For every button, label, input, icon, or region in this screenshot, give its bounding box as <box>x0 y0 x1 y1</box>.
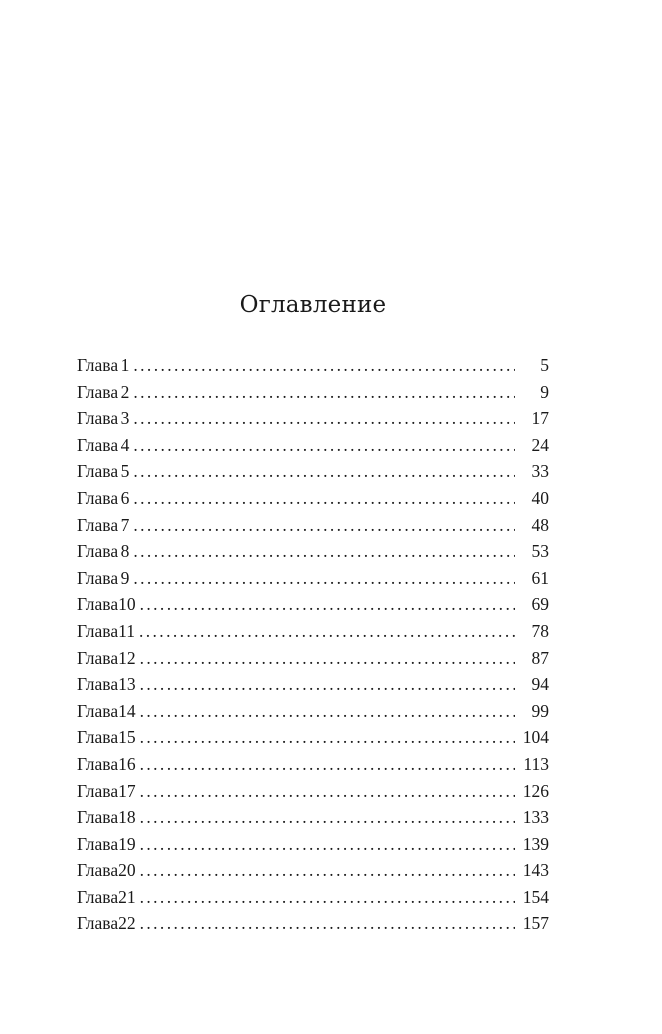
dot-leader <box>133 432 515 459</box>
page-number: 139 <box>522 833 549 854</box>
toc-entry-chapter-19[interactable] <box>77 831 549 858</box>
page-number: 48 <box>531 514 549 535</box>
chapter-number: 2 <box>120 381 130 402</box>
chapter-number: 20 <box>118 860 136 881</box>
dot-leader <box>140 857 515 884</box>
toc-entry-chapter-10[interactable] <box>77 591 549 618</box>
chapter-number: 21 <box>118 886 136 907</box>
page-number: 157 <box>522 913 549 934</box>
chapter-label: Глава <box>77 487 119 508</box>
toc-entry-chapter-7[interactable] <box>77 512 549 539</box>
dot-leader <box>140 671 515 698</box>
chapter-label: Глава <box>77 860 119 881</box>
toc-entry-chapter-2[interactable] <box>77 379 549 406</box>
page-number: 40 <box>531 487 549 508</box>
chapter-number: 17 <box>118 780 136 801</box>
chapter-label: Глава <box>77 647 119 668</box>
chapter-number: 22 <box>118 913 136 934</box>
toc-entry-chapter-5[interactable] <box>77 458 549 485</box>
dot-leader <box>140 778 515 805</box>
toc-entry-chapter-9[interactable] <box>77 565 549 592</box>
page-number: 94 <box>531 674 549 695</box>
dot-leader <box>139 618 515 645</box>
toc-entry-chapter-8[interactable] <box>77 538 549 565</box>
chapter-label: Глава <box>77 833 119 854</box>
dot-leader <box>140 804 515 831</box>
dot-leader <box>133 405 515 432</box>
toc-entry-chapter-4[interactable] <box>77 432 549 459</box>
chapter-label: Глава <box>77 408 119 429</box>
toc-entry-chapter-3[interactable] <box>77 405 549 432</box>
page-number: 17 <box>531 408 549 429</box>
page-number: 133 <box>522 807 549 828</box>
chapter-label: Глава <box>77 886 119 907</box>
chapter-number: 7 <box>120 514 130 535</box>
toc-entry-chapter-18[interactable] <box>77 804 549 831</box>
chapter-number: 12 <box>118 647 136 668</box>
dot-leader <box>133 538 515 565</box>
chapter-label: Глава <box>77 381 119 402</box>
page-number: 99 <box>531 700 549 721</box>
page-number: 126 <box>522 780 549 801</box>
chapter-number: 3 <box>120 408 130 429</box>
chapter-number: 9 <box>120 567 130 588</box>
chapter-number: 4 <box>120 434 130 455</box>
dot-leader <box>140 884 515 911</box>
dot-leader <box>140 724 515 751</box>
toc-entry-chapter-14[interactable] <box>77 698 549 725</box>
chapter-label: Глава <box>77 567 119 588</box>
chapter-number: 8 <box>120 541 130 562</box>
dot-leader <box>133 565 515 592</box>
dot-leader <box>140 910 515 937</box>
dot-leader <box>133 352 515 379</box>
chapter-number: 16 <box>118 753 136 774</box>
chapter-label: Глава <box>77 434 119 455</box>
chapter-number: 14 <box>118 700 136 721</box>
page-number: 33 <box>531 461 549 482</box>
chapter-label: Глава <box>77 780 119 801</box>
page-number: 24 <box>531 434 549 455</box>
chapter-label: Глава <box>77 727 119 748</box>
page-number: 113 <box>523 753 549 774</box>
toc-entry-chapter-16[interactable] <box>77 751 549 778</box>
page-number: 154 <box>522 886 549 907</box>
chapter-number: 13 <box>118 674 136 695</box>
chapter-label: Глава <box>77 461 119 482</box>
table-of-contents <box>77 352 549 937</box>
dot-leader <box>140 698 515 725</box>
chapter-label: Глава <box>77 913 119 934</box>
chapter-number: 18 <box>118 807 136 828</box>
dot-leader <box>133 485 515 512</box>
toc-entry-chapter-21[interactable] <box>77 884 549 911</box>
chapter-label: Глава <box>77 620 119 641</box>
chapter-label: Глава <box>77 674 119 695</box>
chapter-number: 5 <box>120 461 130 482</box>
toc-entry-chapter-11[interactable] <box>77 618 549 645</box>
chapter-number: 19 <box>118 833 136 854</box>
chapter-label: Глава <box>77 355 119 375</box>
page-number: 69 <box>531 594 549 615</box>
chapter-label: Глава <box>77 594 119 615</box>
page-number: 9 <box>540 381 549 402</box>
toc-entry-chapter-6[interactable] <box>77 485 549 512</box>
toc-entry-chapter-12[interactable] <box>77 645 549 672</box>
dot-leader <box>140 645 515 672</box>
chapter-number: 6 <box>120 487 130 508</box>
toc-entry-chapter-15[interactable] <box>77 724 549 751</box>
page-number: 53 <box>531 541 549 562</box>
dot-leader <box>133 379 515 406</box>
chapter-number: 10 <box>118 594 136 615</box>
page-number: 78 <box>531 620 549 641</box>
toc-entry-chapter-13[interactable] <box>77 671 549 698</box>
dot-leader <box>133 512 515 539</box>
chapter-label: Глава <box>77 541 119 562</box>
dot-leader <box>133 458 515 485</box>
chapter-label: Глава <box>77 514 119 535</box>
toc-entry-chapter-1[interactable] <box>77 352 549 379</box>
toc-entry-chapter-22[interactable] <box>77 910 549 937</box>
dot-leader <box>140 831 515 858</box>
chapter-label: Глава <box>77 753 119 774</box>
page-number: 61 <box>531 567 549 588</box>
toc-entry-chapter-20[interactable] <box>77 857 549 884</box>
dot-leader <box>140 591 515 618</box>
chapter-number: 1 <box>120 355 130 375</box>
page-number: 143 <box>522 860 549 881</box>
page-number: 5 <box>540 355 549 375</box>
dot-leader <box>140 751 515 778</box>
chapter-label: Глава <box>77 700 119 721</box>
toc-entry-chapter-17[interactable] <box>77 778 549 805</box>
toc-title: Оглавление <box>239 292 387 318</box>
page-number: 87 <box>531 647 549 668</box>
chapter-label: Глава <box>77 807 119 828</box>
page-number: 104 <box>522 727 549 748</box>
chapter-number: 11 <box>118 620 135 641</box>
chapter-number: 15 <box>118 727 136 748</box>
